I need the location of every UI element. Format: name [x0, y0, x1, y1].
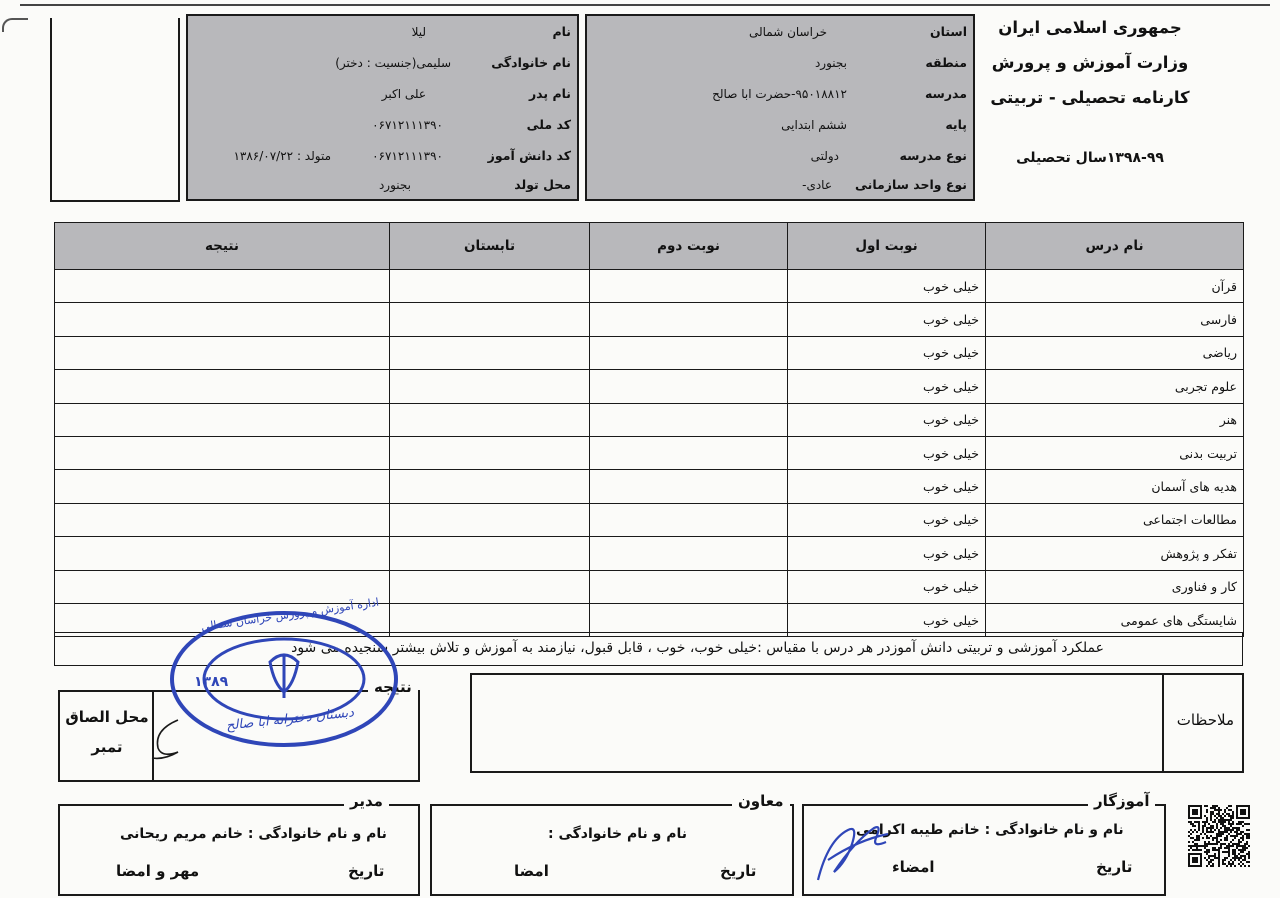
term1-cell: خیلی خوب — [788, 303, 986, 336]
teacher-date-label: تاریخ — [1096, 858, 1133, 876]
result-cell — [55, 470, 390, 503]
result-label: نتیجه — [368, 678, 418, 696]
emblem-icon — [270, 654, 298, 698]
stamp-top-text: اداره آموزش و پرورش خراسان شمالی — [200, 595, 380, 634]
subject-cell: علوم تجربی — [986, 370, 1244, 403]
result-cell — [55, 436, 390, 469]
summer-cell — [390, 403, 590, 436]
student-info-box — [186, 14, 579, 201]
teacher-signature — [808, 800, 898, 890]
table-row — [55, 403, 1244, 436]
result-cell — [55, 570, 390, 603]
table-row — [55, 370, 1244, 403]
table-row — [55, 537, 1244, 570]
term1-cell: خیلی خوب — [788, 470, 986, 503]
subject-cell: تربیت بدنی — [986, 436, 1244, 469]
birth-date-value: متولد : ۱۳۸۶/۰۷/۲۲ — [233, 149, 331, 163]
subject-cell: هنر — [986, 403, 1244, 436]
school-type-value: دولتی — [810, 149, 839, 163]
col-term2-header: نوبت دوم — [590, 223, 788, 270]
ministry-title: وزارت آموزش و پرورش — [991, 53, 1189, 72]
name-label: نام — [552, 24, 571, 39]
country-title: جمهوری اسلامی ایران — [998, 18, 1182, 37]
photo-box — [50, 18, 180, 202]
principal-box — [58, 804, 420, 896]
family-value: سلیمی(جنسیت : دختر) — [335, 56, 451, 70]
qr-code-icon — [1186, 803, 1252, 869]
assistant-name: نام و نام خانوادگی : — [548, 826, 688, 842]
assistant-box — [430, 804, 794, 896]
stamp-bottom-text: دبستان دخترانه ابا صالح — [225, 705, 355, 734]
term2-cell — [590, 503, 788, 536]
col-term1-header: نوبت اول — [788, 223, 986, 270]
summer-cell — [390, 537, 590, 570]
result-cell — [55, 303, 390, 336]
result-cell — [55, 336, 390, 369]
table-row — [55, 270, 1244, 303]
summer-cell — [390, 570, 590, 603]
teacher-name: نام و نام خانوادگی : خانم طیبه اکرامی — [856, 822, 1124, 838]
term1-cell: خیلی خوب — [788, 403, 986, 436]
student-code-value: ۰۶۷۱۲۱۱۱۳۹۰ — [372, 149, 443, 163]
grade-value: ششم ابتدایی — [781, 118, 847, 132]
unit-type-label: نوع واحد سازمانی — [854, 177, 967, 192]
term2-cell — [590, 570, 788, 603]
summer-cell — [390, 270, 590, 303]
subject-cell: ریاضی — [986, 336, 1244, 369]
grades-table — [54, 222, 1244, 637]
subject-cell: فارسی — [986, 303, 1244, 336]
result-cell — [55, 270, 390, 303]
school-label: مدرسه — [924, 86, 967, 101]
term1-cell: خیلی خوب — [788, 537, 986, 570]
term2-cell — [590, 403, 788, 436]
term2-cell — [590, 470, 788, 503]
document-title: کارنامه تحصیلی - تربیتی — [990, 88, 1190, 107]
principal-date-label: تاریخ — [348, 862, 385, 880]
summer-cell — [390, 503, 590, 536]
school-value: ۹۵۰۱۸۸۱۲-حضرت ابا صالح — [712, 87, 847, 101]
term2-cell — [590, 270, 788, 303]
summer-cell — [390, 470, 590, 503]
unit-type-value: عادی- — [802, 178, 832, 192]
term1-cell: خیلی خوب — [788, 370, 986, 403]
remarks-label: ملاحظات — [1176, 711, 1234, 729]
summer-cell — [390, 303, 590, 336]
remarks-content-area — [472, 675, 1164, 771]
principal-sign-label: مهر و امضا — [116, 862, 200, 880]
national-id-label: کد ملی — [526, 117, 571, 132]
teacher-sign-label: امضاء — [892, 858, 935, 876]
subject-cell: کار و فناوری — [986, 570, 1244, 603]
term2-cell — [590, 370, 788, 403]
school-info-box — [585, 14, 975, 201]
stamp-slot-label-2: تمبر — [91, 738, 123, 756]
term1-cell: خیلی خوب — [788, 436, 986, 469]
col-subject-header: نام درس — [986, 223, 1244, 270]
table-row — [55, 470, 1244, 503]
col-result-header: نتیجه — [55, 223, 390, 270]
assistant-date-label: تاریخ — [720, 862, 757, 880]
school-type-label: نوع مدرسه — [899, 148, 967, 163]
grades-header-row — [55, 223, 1244, 270]
assistant-sign-label: امضا — [514, 862, 549, 880]
province-value: خراسان شمالی — [748, 25, 827, 39]
table-row — [55, 503, 1244, 536]
principal-title: مدیر — [344, 792, 389, 810]
term2-cell — [590, 436, 788, 469]
summer-cell — [390, 370, 590, 403]
birthplace-label: محل تولد — [514, 177, 571, 192]
stamp-year: ۱۳۸۹ — [194, 674, 229, 690]
table-row — [55, 570, 1244, 603]
term2-cell — [590, 537, 788, 570]
father-label: نام پدر — [528, 86, 571, 101]
birthplace-value: بجنورد — [378, 178, 411, 192]
national-id-value: ۰۶۷۱۲۱۱۱۳۹۰ — [372, 118, 443, 132]
subject-cell: مطالعات اجتماعی — [986, 503, 1244, 536]
table-row — [55, 303, 1244, 336]
teacher-title: آموزگار — [1088, 792, 1155, 810]
term1-cell: خیلی خوب — [788, 270, 986, 303]
term1-cell: خیلی خوب — [788, 503, 986, 536]
result-cell — [55, 503, 390, 536]
table-row — [55, 336, 1244, 369]
father-value: علی اکبر — [381, 87, 426, 101]
term2-cell — [590, 303, 788, 336]
grade-label: پایه — [945, 117, 967, 132]
term1-cell: خیلی خوب — [788, 603, 986, 636]
region-label: منطقه — [925, 55, 967, 70]
subject-cell: تفکر و پژوهش — [986, 537, 1244, 570]
subject-cell: قرآن — [986, 270, 1244, 303]
subject-cell: شایستگی های عمومی — [986, 603, 1244, 636]
principal-name: نام و نام خانوادگی : خانم مریم ریحانی — [120, 826, 387, 842]
stamp-squiggle — [148, 712, 188, 762]
summer-cell — [390, 336, 590, 369]
student-code-label: کد دانش آموز — [487, 148, 571, 163]
province-label: استان — [929, 24, 967, 39]
assistant-title: معاون — [732, 792, 790, 810]
scale-note: عملکرد آموزشی و تربیتی دانش آموزدر هر درس با مقیاس :خیلی خوب، خوب ، قابل قبول، نیازمند به آموزش و تلاش بیشتر سنجیده می شود — [54, 632, 1243, 666]
result-cell — [55, 537, 390, 570]
subject-cell: هدیه های آسمان — [986, 470, 1244, 503]
scan-corner-mark — [2, 18, 28, 32]
family-label: نام خانوادگی — [491, 55, 571, 70]
term1-cell: خیلی خوب — [788, 570, 986, 603]
term1-cell: خیلی خوب — [788, 336, 986, 369]
col-summer-header: تابستان — [390, 223, 590, 270]
name-value: لیلا — [411, 25, 426, 39]
scan-edge-line — [20, 4, 1270, 6]
region-value: بجنورد — [814, 56, 847, 70]
table-row — [55, 436, 1244, 469]
result-cell — [55, 370, 390, 403]
result-cell — [55, 403, 390, 436]
academic-year: ۱۳۹۸-۹۹سال تحصیلی — [1016, 150, 1164, 166]
summer-cell — [390, 436, 590, 469]
stamp-slot-label-1: محل الصاق — [65, 708, 149, 726]
remarks-box — [470, 673, 1244, 773]
term2-cell — [590, 336, 788, 369]
